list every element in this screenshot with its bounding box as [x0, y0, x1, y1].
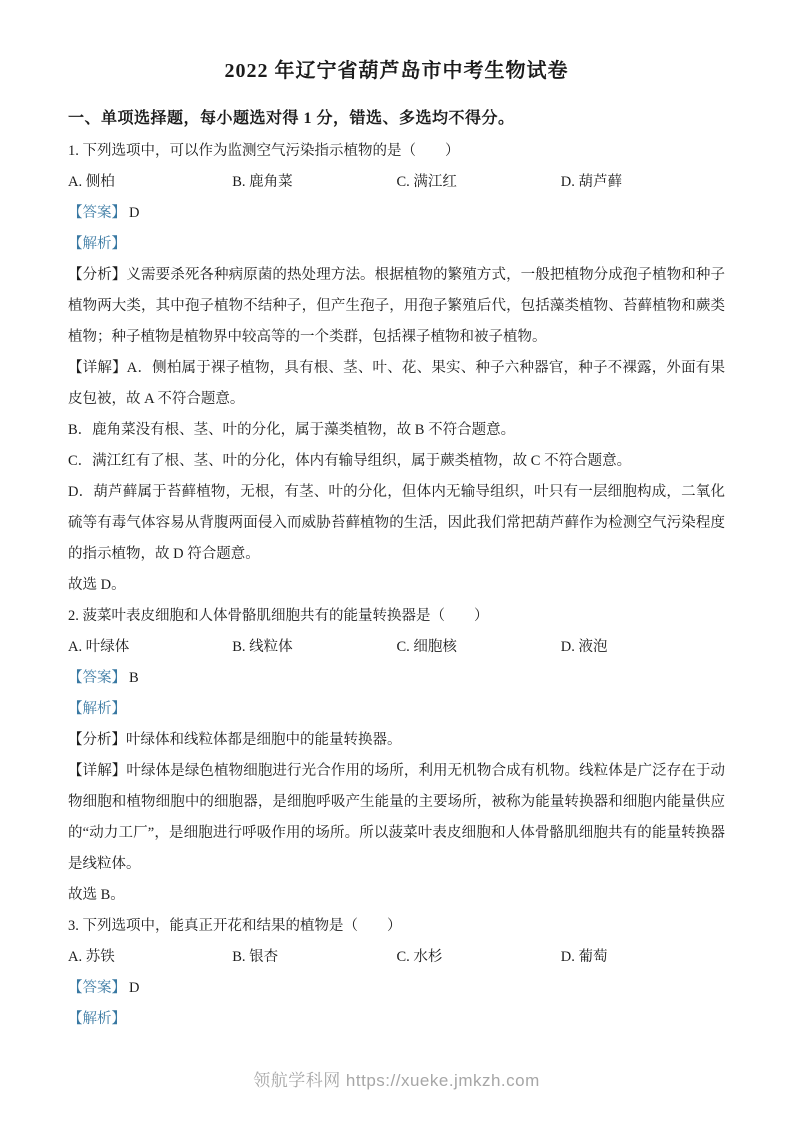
conclusion-line: 故选 B。 [68, 887, 125, 903]
analysis-label: 【解析】 [68, 1011, 126, 1027]
question-stem: 3. 下列选项中，能真正开花和结果的植物是（ ） [68, 918, 402, 934]
question-block-3 [68, 911, 725, 1035]
option-b: B. 银杏 [232, 949, 279, 965]
answer-value: B [129, 670, 139, 686]
option-d: D. 葡萄 [560, 949, 608, 965]
answer-value: D [129, 980, 140, 996]
question-block-1 [68, 136, 725, 601]
option-d: D. 液泡 [560, 639, 608, 655]
answer-label: 【答案】 [68, 670, 126, 686]
options-row [68, 167, 725, 198]
option-b: B. 鹿角菜 [232, 174, 293, 190]
analysis-label: 【解析】 [68, 701, 126, 717]
explanation-paragraph: 【分析】义需要杀死各种病原菌的热处理方法。根据植物的繁殖方式，一般把植物分成孢子植物和种子植物两大类，其中孢子植物不结种子，但产生孢子，用孢子繁殖后代，包括藻类植物、苔藓植物和蕨类植物；种子植物是植物界中较高等的一个类群，包括裸子植物和被子植物。 [68, 267, 725, 345]
analysis-line [68, 694, 725, 725]
options-row [68, 632, 725, 663]
explanation-paragraph: 【分析】叶绿体和线粒体都是细胞中的能量转换器。 [68, 732, 402, 748]
question-stem: 2. 菠菜叶表皮细胞和人体骨骼肌细胞共有的能量转换器是（ ） [68, 608, 489, 624]
option-a: A. 苏铁 [68, 949, 115, 965]
option-a: A. 叶绿体 [68, 639, 130, 655]
conclusion-line: 故选 D。 [68, 577, 126, 593]
answer-line [68, 198, 725, 229]
answer-value: D [129, 205, 140, 221]
options-row [68, 942, 725, 973]
option-d: D. 葫芦藓 [560, 174, 622, 190]
option-c: C. 细胞核 [396, 639, 457, 655]
paper-title: 2022 年辽宁省葫芦岛市中考生物试卷 [224, 60, 569, 82]
analysis-line [68, 229, 725, 260]
answer-label: 【答案】 [68, 205, 126, 221]
watermark: 领航学科网 https://xueke.jmkzh.com [253, 1071, 540, 1090]
option-a: A. 侧柏 [68, 174, 115, 190]
explanation-paragraph: 【详解】A．侧柏属于裸子植物，具有根、茎、叶、花、果实、种子六种器官，种子不裸露，外面有果皮包被，故 A 不符合题意。 [68, 360, 725, 407]
answer-line [68, 973, 725, 1004]
option-c: C. 水杉 [396, 949, 443, 965]
answer-label: 【答案】 [68, 980, 126, 996]
question-block-2 [68, 601, 725, 911]
analysis-line [68, 1004, 725, 1035]
section-heading: 一、单项选择题，每小题选对得 1 分，错选、多选均不得分。 [68, 110, 515, 127]
explanation-paragraph: 【详解】叶绿体是绿色植物细胞进行光合作用的场所，利用无机物合成有机物。线粒体是广泛存在于动物细胞和植物细胞中的细胞器，是细胞呼吸产生能量的主要场所，被称为能量转换器和细胞内能量供应的“动力工厂”，是细胞进行呼吸作用的场所。所以菠菜叶表皮细胞和人体骨骼肌细胞共有的能量转换器是线粒体。 [68, 763, 725, 872]
option-b: B. 线粒体 [232, 639, 293, 655]
answer-line [68, 663, 725, 694]
explanation-paragraph: C．满江红有了根、茎、叶的分化，体内有输导组织，属于蕨类植物，故 C 不符合题意。 [68, 453, 632, 469]
explanation-paragraph: B．鹿角菜没有根、茎、叶的分化，属于藻类植物，故 B 不符合题意。 [68, 422, 516, 438]
analysis-label: 【解析】 [68, 236, 126, 252]
explanation-paragraph: D．葫芦藓属于苔藓植物，无根，有茎、叶的分化，但体内无输导组织，叶只有一层细胞构成，二氧化硫等有毒气体容易从背腹两面侵入而威胁苔藓植物的生活，因此我们常把葫芦藓作为检测空气污染程度的指示植物，故 D 符合题意。 [68, 484, 725, 562]
question-stem: 1. 下列选项中，可以作为监测空气污染指示植物的是（ ） [68, 143, 460, 159]
option-c: C. 满江红 [396, 174, 457, 190]
